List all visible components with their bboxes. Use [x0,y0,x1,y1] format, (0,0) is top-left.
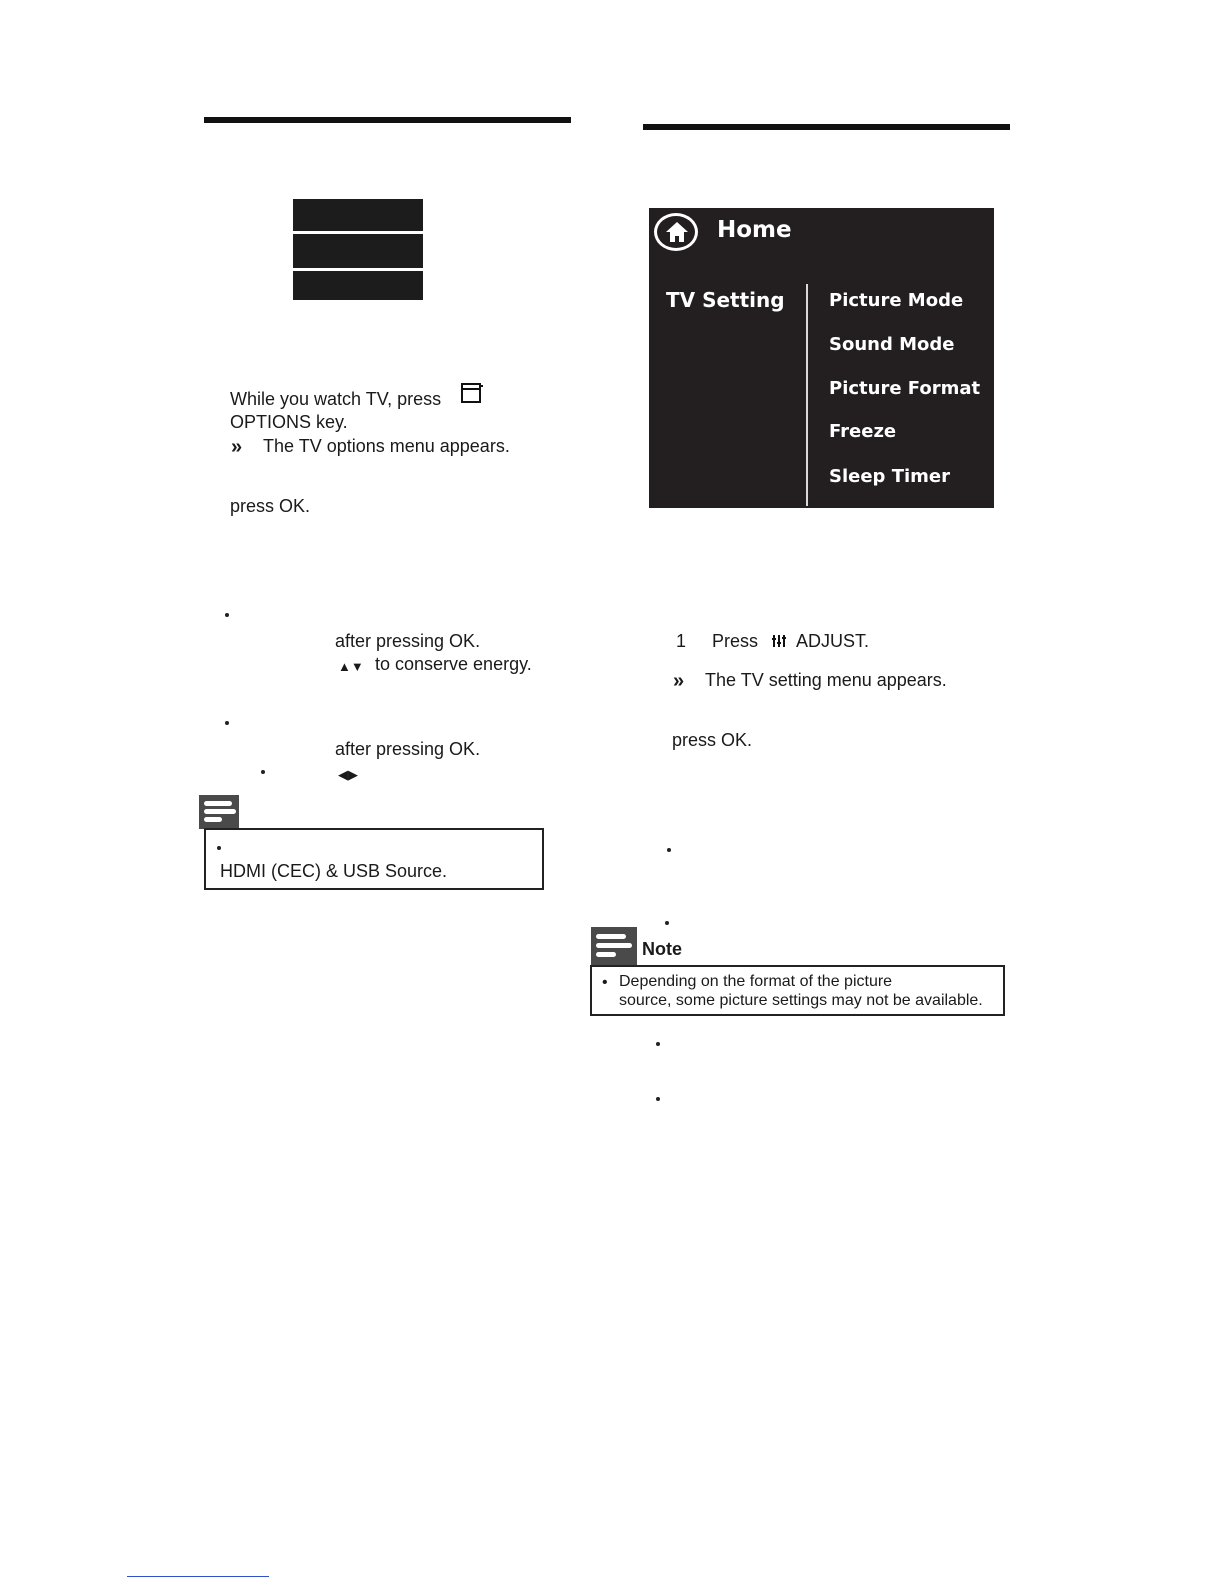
right-note-bullet-glyph: • [602,974,608,991]
item-b-line1: after pressing OK. [335,739,481,759]
options-menu-row-1 [293,199,423,231]
item-a-arrows: ▲▼ [338,659,364,674]
right-note-icon [591,927,637,965]
right-note-box [590,965,1005,1016]
left-press-ok: press OK. [230,496,311,516]
tv-home-menu [649,208,994,508]
options-key-icon [461,382,481,404]
step-number: 1 [676,631,687,651]
left-sub-bullet [261,770,265,774]
right-section-rule [643,124,1010,130]
step1-result: The TV options menu appears. [263,436,510,456]
step-result-mark: » [673,670,685,692]
menu-category-tv-setting[interactable]: TV Setting [666,288,785,312]
home-label: Home [717,217,792,243]
menu-divider [806,284,808,506]
right-press-ok: press OK. [672,730,753,750]
step-result: The TV setting menu appears. [705,670,947,690]
left-section-rule [204,117,571,123]
left-note-box [204,828,544,890]
menu-item-freeze[interactable]: Freeze [829,421,897,442]
note-line1: Depending on the format of the picture [619,973,893,990]
right-bullet-b [665,921,669,925]
home-icon[interactable] [654,213,698,251]
left-bullet-a [225,613,229,617]
options-menu-row-3 [293,271,423,300]
step-key: ADJUST. [796,631,870,651]
step1-line1: While you watch TV, press [230,389,442,409]
left-note-icon [199,795,239,829]
step-press: Press [712,631,759,651]
note-title: Note [642,939,682,959]
footer-link-underline [127,1576,269,1577]
menu-item-sleep-timer[interactable]: Sleep Timer [829,466,950,487]
step1-result-mark: » [231,436,243,458]
right-bullet-c [656,1042,660,1046]
right-bullet-d [656,1097,660,1101]
item-a-line2: to conserve energy. [375,654,532,674]
menu-item-sound-mode[interactable]: Sound Mode [829,334,955,355]
menu-item-picture-format[interactable]: Picture Format [829,378,981,399]
item-b-arrows: ◀▶ [338,767,358,782]
options-menu-row-2 [293,234,423,268]
note-line2: source, some picture settings may not be available. [619,992,983,1009]
adjust-key-icon [772,633,786,649]
left-note-text: HDMI (CEC) & USB Source. [220,861,448,881]
step1-line2: OPTIONS key. [230,412,348,432]
menu-item-picture-mode[interactable]: Picture Mode [829,290,964,311]
item-a-line1: after pressing OK. [335,631,481,651]
left-note-bullet [217,846,221,850]
left-bullet-b [225,721,229,725]
right-bullet-a [667,848,671,852]
